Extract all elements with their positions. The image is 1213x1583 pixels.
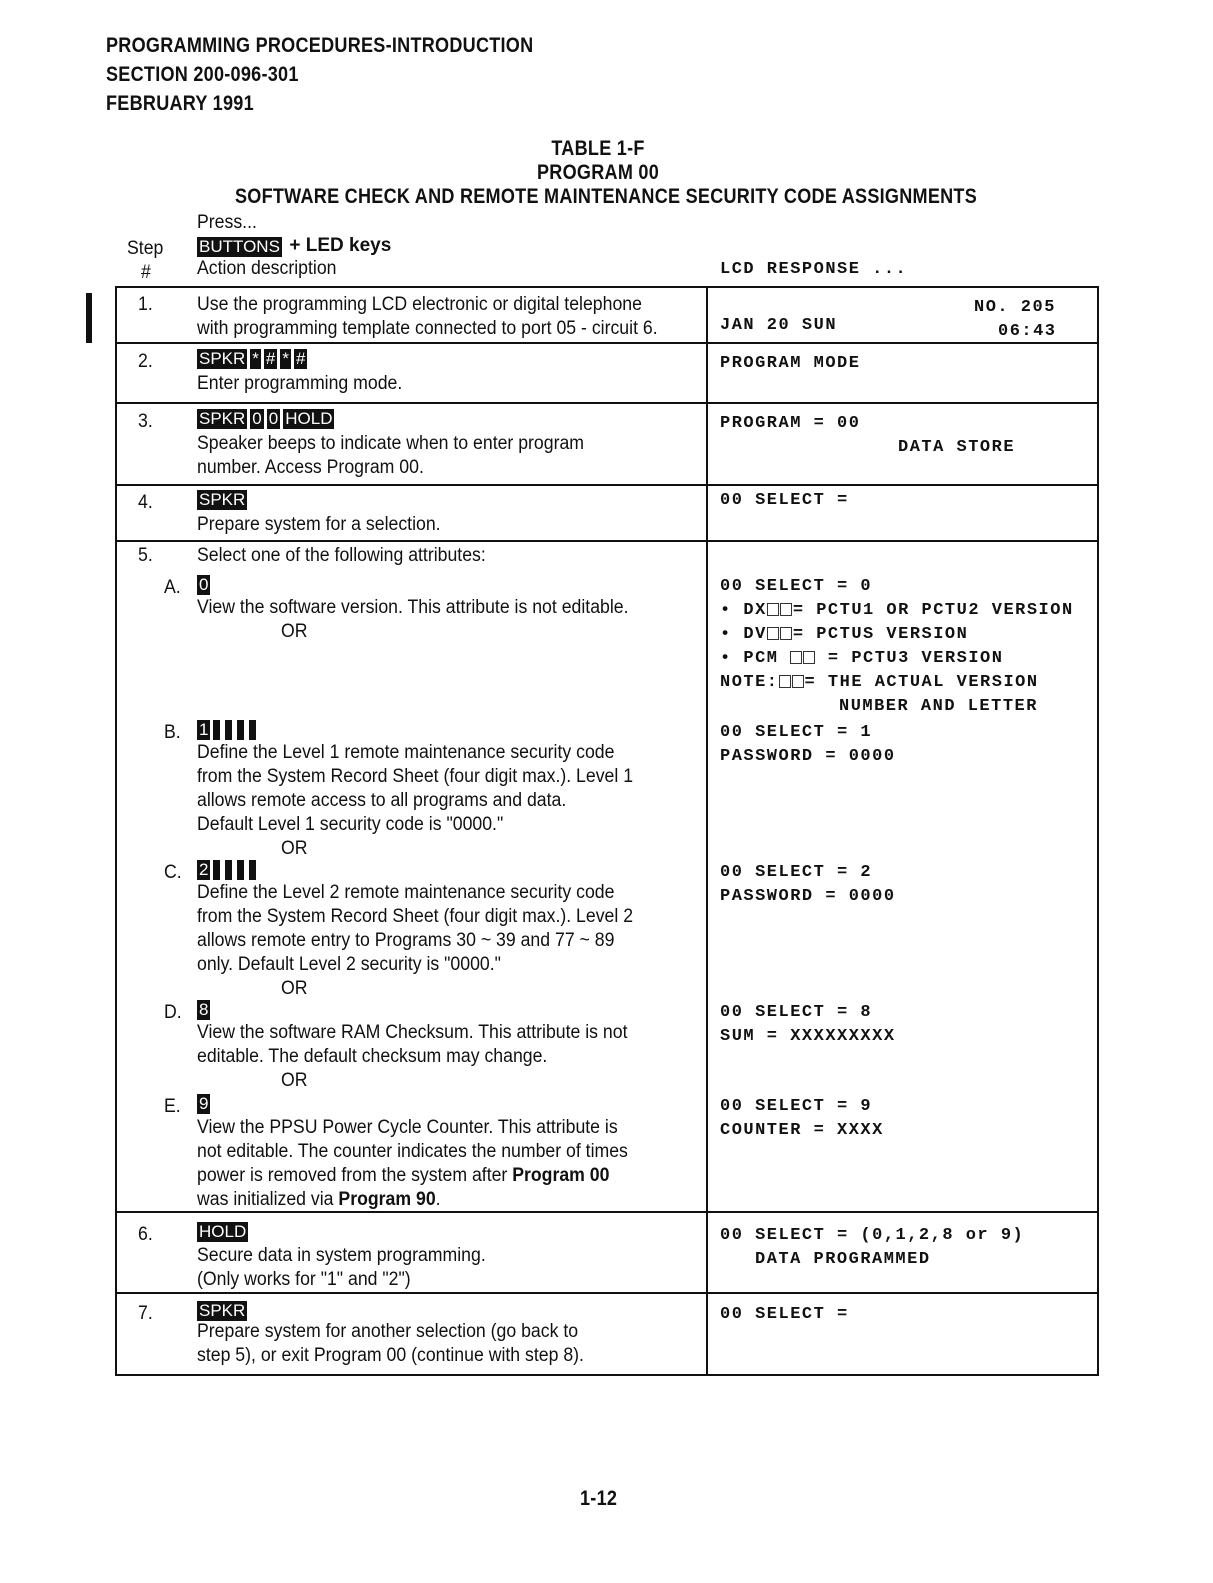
digit-key: 2 (199, 860, 209, 879)
substep-label: B. (164, 722, 181, 743)
column-divider (706, 286, 708, 1376)
lcd-text: DATA PROGRAMMED (755, 1250, 931, 1269)
digit-key: 0 (268, 409, 279, 428)
row-divider (115, 1211, 1098, 1213)
code-digit-key (213, 860, 220, 880)
action-text: only. Default Level 2 security is "0000." (197, 954, 501, 975)
code-digit-key (249, 860, 256, 880)
lcd-text: 00 SELECT = (720, 1305, 849, 1324)
action-text: with programming template connected to port 05 - circuit 6. (197, 318, 658, 339)
action-text: number. Access Program 00. (197, 457, 424, 478)
substep-label: D. (164, 1002, 182, 1023)
digit-key: 8 (199, 1000, 209, 1019)
action-text: allows remote entry to Programs 30 ~ 39 and 77 ~ 89 (197, 930, 615, 951)
action-text: step 5), or exit Program 00 (continue with step 8). (197, 1345, 584, 1366)
table-number: TABLE 1-F (551, 137, 645, 160)
step-number: 1. (138, 294, 153, 315)
hold-key: HOLD (285, 409, 333, 428)
table-border (115, 1374, 1098, 1376)
action-text: Select one of the following attributes: (197, 545, 486, 566)
step-hash-label: # (141, 262, 151, 283)
action-text: Default Level 1 security code is "0000." (197, 814, 504, 835)
lcd-text: • DV = PCTUS VERSION (720, 625, 969, 644)
code-digit-key (225, 720, 232, 740)
header-section: SECTION 200-096-301 (106, 63, 299, 86)
spkr-key: SPKR (199, 409, 246, 428)
row-divider (115, 484, 1098, 486)
action-text: not editable. The counter indicates the number of times (197, 1141, 628, 1162)
table-title: SOFTWARE CHECK AND REMOTE MAINTENANCE SECURITY CODE ASSIGNMENTS (234, 185, 978, 208)
substep-label: E. (164, 1096, 181, 1117)
action-text: from the System Record Sheet (four digit max.). Level 2 (197, 906, 634, 927)
lcd-text: PROGRAM MODE (720, 354, 861, 373)
star-key: * (252, 349, 259, 368)
action-text: Define the Level 1 remote maintenance security code (197, 742, 615, 763)
or-text: OR (281, 1070, 308, 1091)
change-bar (86, 293, 92, 343)
digit-key: 1 (199, 720, 209, 739)
lcd-text: PASSWORD = 0000 (720, 747, 896, 766)
step-number: 5. (138, 545, 153, 566)
lcd-text: PASSWORD = 0000 (720, 887, 896, 906)
led-keys-label: + LED keys (289, 235, 392, 256)
lcd-text: 00 SELECT = 9 (720, 1097, 873, 1116)
action-text: Enter programming mode. (197, 373, 403, 394)
code-digit-key (225, 860, 232, 880)
step-number: 4. (138, 492, 153, 513)
table-border (115, 286, 1098, 288)
action-text: editable. The default checksum may change. (197, 1046, 548, 1067)
spkr-key: SPKR (199, 490, 246, 509)
lcd-text: • DX = PCTU1 OR PCTU2 VERSION (720, 601, 1074, 620)
key-sequence (197, 409, 337, 429)
row-divider (115, 402, 1098, 404)
star-key: * (282, 349, 290, 368)
hold-key: HOLD (199, 1222, 247, 1241)
action-text: Speaker beeps to indicate when to enter program (197, 433, 585, 454)
lcd-text: 00 SELECT = 0 (720, 577, 873, 596)
lcd-text: NOTE: = THE ACTUAL VERSION (720, 673, 1039, 692)
action-text: power is removed from the system after Program 00 (197, 1165, 610, 1186)
action-text: Prepare system for another selection (go back to (197, 1321, 579, 1342)
action-text: (Only works for "1" and "2") (197, 1269, 411, 1290)
lcd-text: • PCM = PCTU3 VERSION (720, 649, 1004, 668)
code-digit-key (213, 720, 220, 740)
lcd-text: NUMBER AND LETTER (839, 697, 1038, 716)
lcd-col-label: LCD RESPONSE ... (720, 260, 908, 279)
code-digit-key (237, 720, 244, 740)
action-col-label: Action description (197, 258, 337, 279)
substep-label: A. (164, 577, 181, 598)
table-border (1097, 286, 1099, 1376)
or-text: OR (281, 978, 308, 999)
hash-key: # (296, 349, 306, 368)
page-number: 1-12 (580, 1487, 618, 1510)
lcd-text: PROGRAM = 00 (720, 414, 861, 433)
lcd-text: DATA STORE (898, 438, 1016, 457)
action-text: Prepare system for a selection. (197, 514, 441, 535)
table-border (115, 286, 117, 1376)
action-text: View the software version. This attribute is not editable. (197, 597, 629, 618)
action-text: Use the programming LCD electronic or digital telephone (197, 294, 642, 315)
action-text: Define the Level 2 remote maintenance security code (197, 882, 615, 903)
step-number: 7. (138, 1303, 153, 1324)
lcd-text: JAN 20 SUN (720, 316, 838, 335)
lcd-text: 00 SELECT = 2 (720, 863, 873, 882)
action-text: Secure data in system programming. (197, 1245, 486, 1266)
spkr-key: SPKR (199, 349, 246, 368)
substep-label: C. (164, 862, 182, 883)
hash-key: # (265, 349, 276, 368)
row-divider (115, 540, 1098, 542)
or-text: OR (281, 621, 308, 642)
program-title: PROGRAM 00 (537, 161, 659, 184)
lcd-text: 00 SELECT = 1 (720, 723, 873, 742)
action-text: View the PPSU Power Cycle Counter. This attribute is (197, 1117, 618, 1138)
digit-key: 0 (252, 409, 262, 428)
buttons-legend-key: BUTTONS (199, 236, 280, 256)
lcd-text: 00 SELECT = (720, 491, 849, 510)
step-col-label: Step (127, 238, 164, 259)
press-label: Press... (197, 212, 257, 233)
code-digit-key (249, 720, 256, 740)
row-divider (115, 1292, 1098, 1294)
step-number: 6. (138, 1224, 153, 1245)
or-text: OR (281, 838, 308, 859)
step-number: 3. (138, 411, 153, 432)
code-digit-key (237, 860, 244, 880)
lcd-text: COUNTER = XXXX (720, 1121, 884, 1140)
digit-key: 9 (199, 1094, 209, 1113)
lcd-text: NO. 205 (974, 298, 1056, 317)
row-divider (115, 342, 1098, 344)
header-title: PROGRAMMING PROCEDURES-INTRODUCTION (106, 34, 534, 57)
key-sequence (197, 349, 310, 369)
digit-key: 0 (199, 575, 209, 594)
lcd-text: SUM = XXXXXXXXX (720, 1027, 896, 1046)
action-text: allows remote access to all programs and data. (197, 790, 567, 811)
spkr-key: SPKR (199, 1301, 246, 1320)
lcd-text: 06:43 (998, 322, 1057, 341)
action-text: View the software RAM Checksum. This attribute is not (197, 1022, 628, 1043)
lcd-text: 00 SELECT = 8 (720, 1003, 873, 1022)
step-number: 2. (138, 351, 153, 372)
action-text: from the System Record Sheet (four digit max.). Level 1 (197, 766, 634, 787)
header-date: FEBRUARY 1991 (106, 92, 254, 115)
lcd-text: 00 SELECT = (0,1,2,8 or 9) (720, 1226, 1025, 1245)
action-text: was initialized via Program 90. (197, 1189, 441, 1210)
